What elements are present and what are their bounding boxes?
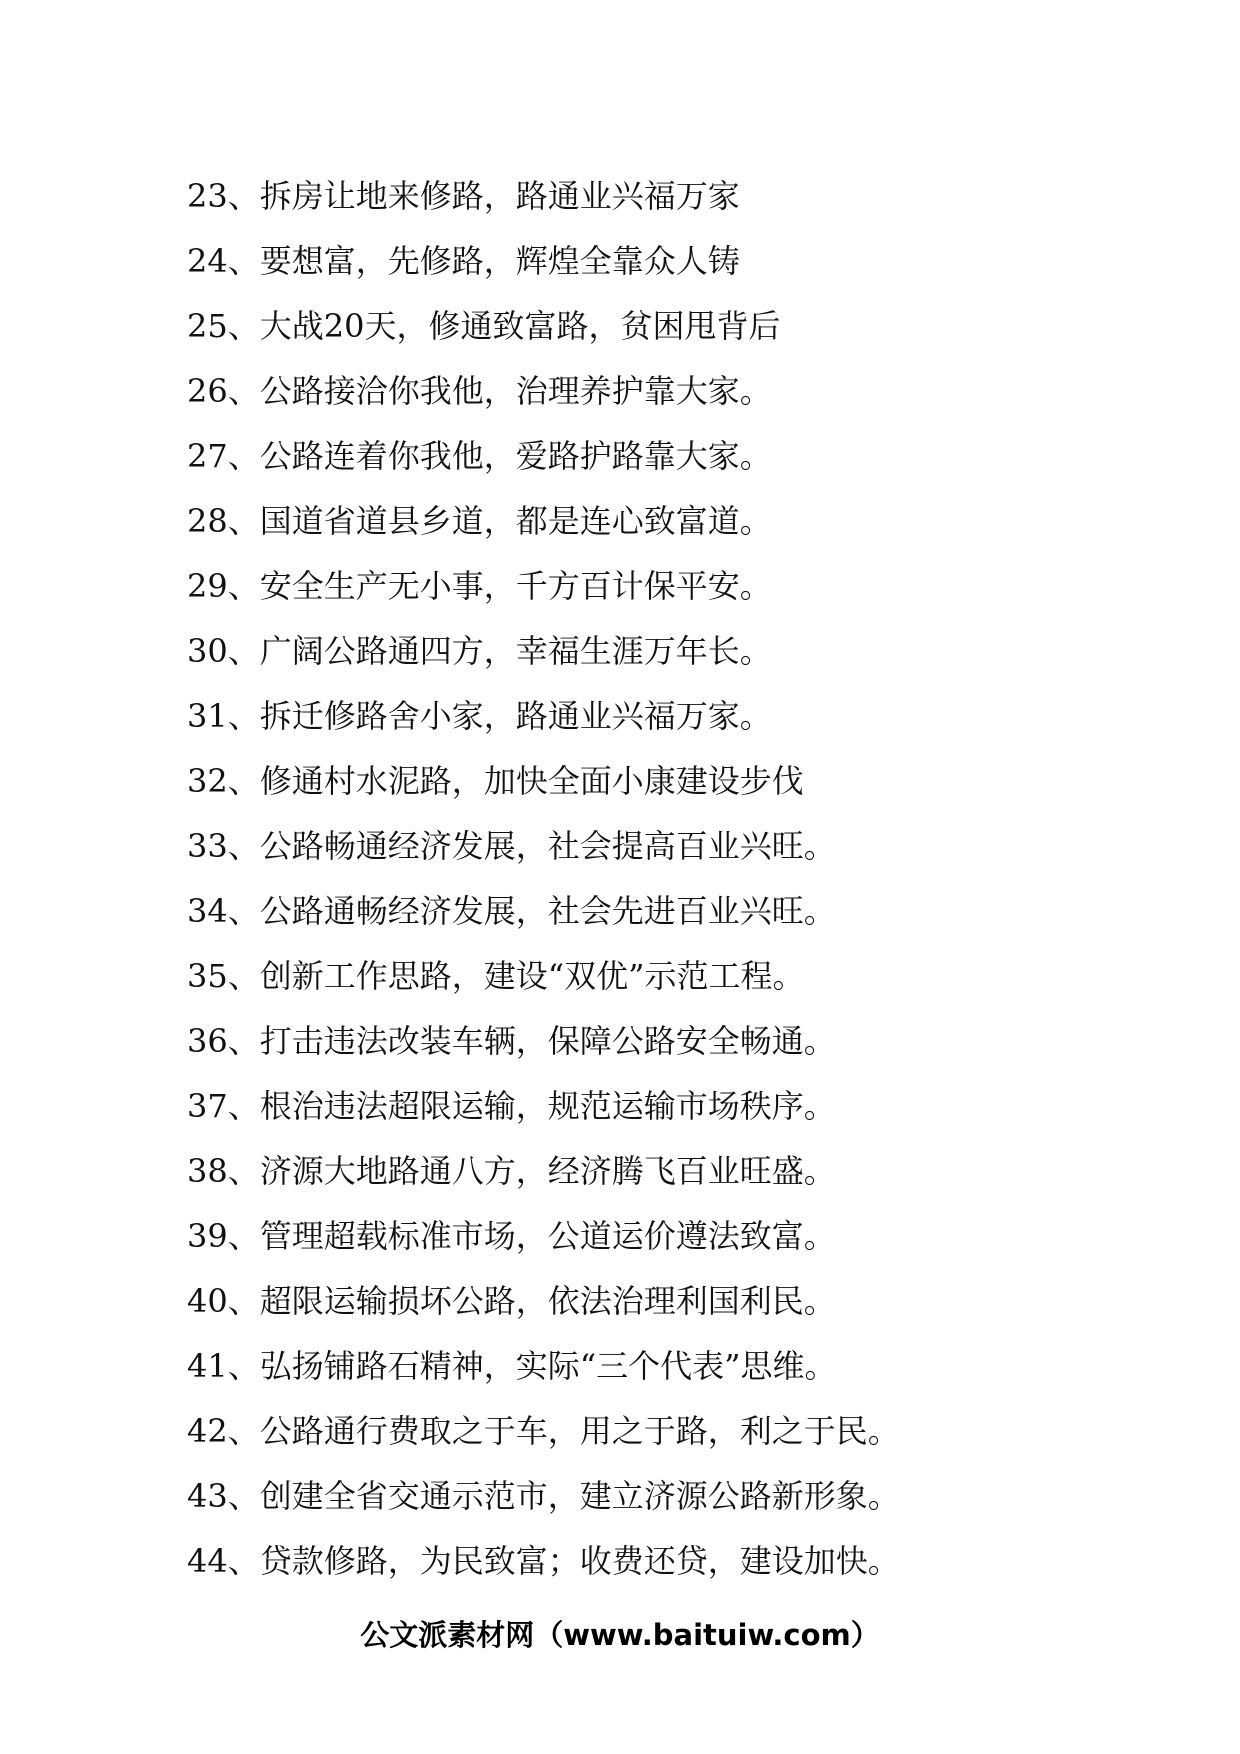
slogan-separator: 、 [227, 957, 260, 995]
slogan-text: 广阔公路通四方，幸福生涯万年长。 [259, 632, 772, 670]
slogan-number: 25 [187, 307, 228, 345]
slogan-number: 23 [187, 177, 228, 215]
slogan-number: 40 [187, 1282, 228, 1320]
slogan-separator: 、 [227, 307, 260, 345]
slogan-number: 29 [187, 567, 228, 605]
slogan-text: 贷款修路，为民致富；收费还贷，建设加快。 [259, 1542, 900, 1580]
slogan-separator: 、 [227, 892, 260, 930]
slogan-item [187, 424, 1167, 489]
slogan-item [187, 1009, 1167, 1074]
slogan-list [187, 164, 1167, 1594]
slogan-text: 大战20天，修通致富路，贫困甩背后 [259, 307, 781, 345]
slogan-item [187, 1399, 1167, 1464]
slogan-item [187, 229, 1167, 294]
slogan-item [187, 879, 1167, 944]
slogan-separator: 、 [227, 1412, 260, 1450]
slogan-item [187, 554, 1167, 619]
slogan-separator: 、 [227, 697, 260, 735]
slogan-separator: 、 [227, 1022, 260, 1060]
slogan-separator: 、 [227, 1217, 260, 1255]
slogan-text: 根治违法超限运输，规范运输市场秩序。 [259, 1087, 836, 1125]
slogan-separator: 、 [227, 1152, 260, 1190]
slogan-item [187, 489, 1167, 554]
slogan-text: 创建全省交通示范市，建立济源公路新形象。 [259, 1477, 900, 1515]
slogan-item [187, 359, 1167, 424]
slogan-number: 35 [187, 957, 228, 995]
slogan-item [187, 1529, 1167, 1594]
slogan-separator: 、 [227, 1087, 260, 1125]
slogan-separator: 、 [227, 1477, 260, 1515]
slogan-number: 41 [187, 1347, 228, 1385]
slogan-text: 国道省道县乡道，都是连心致富道。 [259, 502, 772, 540]
slogan-text: 公路通畅经济发展，社会先进百业兴旺。 [259, 892, 836, 930]
slogan-text: 公路通行费取之于车，用之于路，利之于民。 [259, 1412, 900, 1450]
slogan-number: 34 [187, 892, 228, 930]
slogan-item [187, 294, 1167, 359]
slogan-separator: 、 [227, 242, 260, 280]
slogan-number: 27 [187, 437, 228, 475]
slogan-number: 42 [187, 1412, 228, 1450]
slogan-number: 44 [187, 1542, 228, 1580]
slogan-separator: 、 [227, 827, 260, 865]
slogan-separator: 、 [227, 567, 260, 605]
slogan-separator: 、 [227, 1282, 260, 1320]
slogan-text: 公路接洽你我他，治理养护靠大家。 [259, 372, 772, 410]
slogan-item [187, 684, 1167, 749]
slogan-number: 26 [187, 372, 228, 410]
slogan-separator: 、 [227, 1542, 260, 1580]
slogan-separator: 、 [227, 762, 260, 800]
slogan-text: 弘扬铺路石精神，实际“三个代表”思维。 [259, 1347, 837, 1385]
slogan-item [187, 164, 1167, 229]
slogan-text: 拆房让地来修路，路通业兴福万家 [259, 177, 740, 215]
slogan-item [187, 619, 1167, 684]
slogan-separator: 、 [227, 632, 260, 670]
slogan-text: 公路连着你我他，爱路护路靠大家。 [259, 437, 772, 475]
slogan-item [187, 814, 1167, 879]
slogan-text: 济源大地路通八方，经济腾飞百业旺盛。 [259, 1152, 836, 1190]
slogan-text: 打击违法改装车辆，保障公路安全畅通。 [259, 1022, 836, 1060]
slogan-text: 安全生产无小事，千方百计保平安。 [259, 567, 772, 605]
footer-watermark: 公文派素材网（www.baituiw.com） [360, 1618, 880, 1652]
slogan-number: 43 [187, 1477, 228, 1515]
slogan-separator: 、 [227, 177, 260, 215]
slogan-number: 24 [187, 242, 228, 280]
slogan-item [187, 1464, 1167, 1529]
slogan-number: 36 [187, 1022, 228, 1060]
slogan-item [187, 1204, 1167, 1269]
slogan-item [187, 1139, 1167, 1204]
slogan-number: 39 [187, 1217, 228, 1255]
slogan-number: 28 [187, 502, 228, 540]
slogan-number: 30 [187, 632, 228, 670]
slogan-number: 31 [187, 697, 228, 735]
slogan-text: 创新工作思路，建设“双优”示范工程。 [259, 957, 805, 995]
slogan-number: 37 [187, 1087, 228, 1125]
slogan-number: 38 [187, 1152, 228, 1190]
slogan-separator: 、 [227, 502, 260, 540]
slogan-text: 拆迁修路舍小家，路通业兴福万家。 [259, 697, 772, 735]
slogan-text: 管理超载标准市场，公道运价遵法致富。 [259, 1217, 836, 1255]
slogan-text: 修通村水泥路，加快全面小康建设步伐 [259, 762, 804, 800]
slogan-item [187, 1334, 1167, 1399]
slogan-number: 33 [187, 827, 228, 865]
slogan-text: 要想富，先修路，辉煌全靠众人铸 [259, 242, 740, 280]
slogan-text: 公路畅通经济发展，社会提高百业兴旺。 [259, 827, 836, 865]
slogan-separator: 、 [227, 1347, 260, 1385]
slogan-item [187, 1074, 1167, 1139]
slogan-text: 超限运输损坏公路，依法治理利国利民。 [259, 1282, 836, 1320]
slogan-separator: 、 [227, 372, 260, 410]
slogan-number: 32 [187, 762, 228, 800]
slogan-item [187, 749, 1167, 814]
slogan-item [187, 1269, 1167, 1334]
slogan-item [187, 944, 1167, 1009]
slogan-separator: 、 [227, 437, 260, 475]
